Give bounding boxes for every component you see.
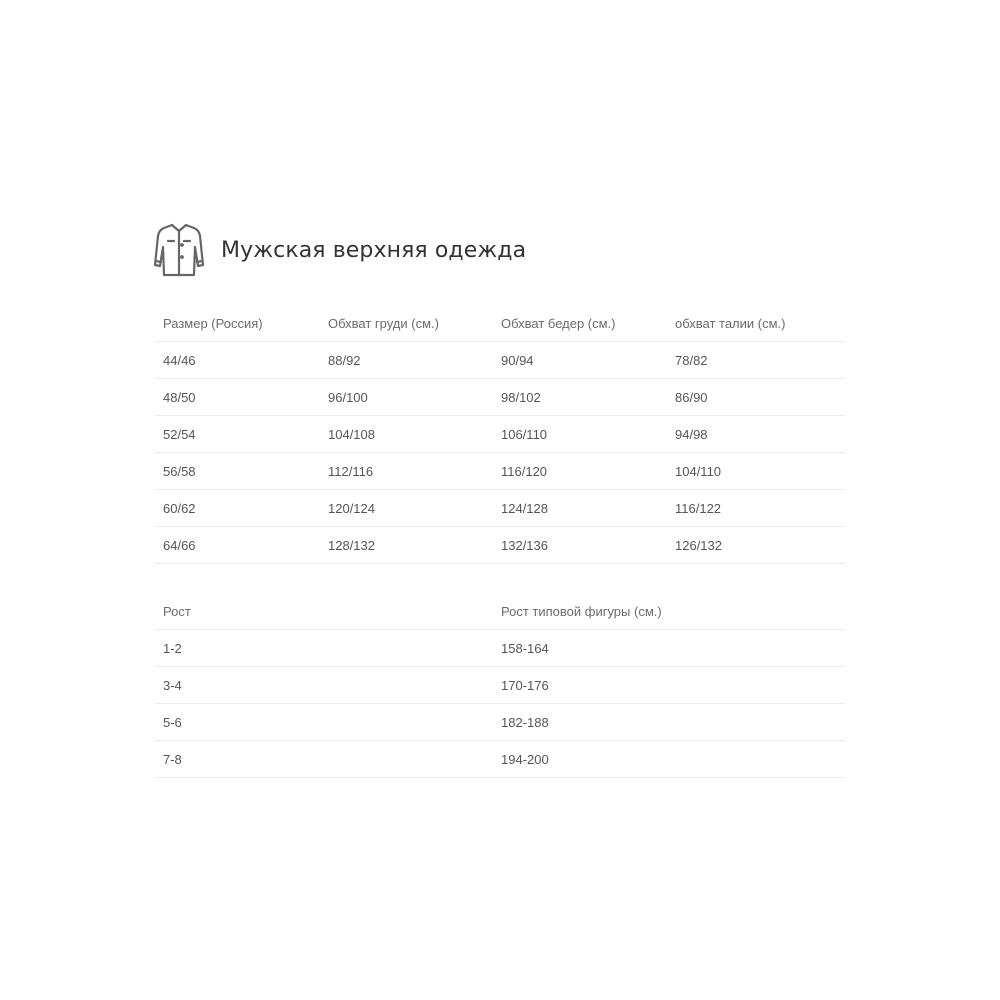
cell-height: 3-4 (155, 667, 493, 704)
cell-chest: 120/124 (320, 490, 493, 527)
cell-height: 5-6 (155, 704, 493, 741)
cell-waist: 78/82 (667, 342, 845, 379)
section-header (153, 220, 526, 280)
cell-height: 7-8 (155, 741, 493, 778)
table-row (155, 490, 845, 527)
table-header-row (155, 593, 845, 630)
column-header-size: Размер (Россия) (155, 305, 320, 342)
cell-waist: 104/110 (667, 453, 845, 490)
height-table (155, 593, 845, 778)
column-header-waist: обхват талии (см.) (667, 305, 845, 342)
cell-hips: 98/102 (493, 379, 667, 416)
cell-height: 1-2 (155, 630, 493, 667)
table-row (155, 453, 845, 490)
cell-typical-height: 194-200 (493, 741, 845, 778)
cell-size: 44/46 (155, 342, 320, 379)
cell-chest: 112/116 (320, 453, 493, 490)
table-row (155, 630, 845, 667)
size-table (155, 305, 845, 564)
column-header-hips: Обхват бедер (см.) (493, 305, 667, 342)
cell-chest: 88/92 (320, 342, 493, 379)
cell-size: 52/54 (155, 416, 320, 453)
column-header-typical-height: Рост типовой фигуры (см.) (493, 593, 845, 630)
cell-size: 48/50 (155, 379, 320, 416)
table-row (155, 342, 845, 379)
cell-hips: 116/120 (493, 453, 667, 490)
cell-size: 60/62 (155, 490, 320, 527)
cell-hips: 106/110 (493, 416, 667, 453)
cell-hips: 124/128 (493, 490, 667, 527)
cell-hips: 90/94 (493, 342, 667, 379)
table-row (155, 379, 845, 416)
cell-size: 56/58 (155, 453, 320, 490)
column-header-chest: Обхват груди (см.) (320, 305, 493, 342)
table-row (155, 527, 845, 564)
cell-typical-height: 182-188 (493, 704, 845, 741)
table-row (155, 667, 845, 704)
table-row (155, 741, 845, 778)
table-row (155, 704, 845, 741)
page-title: Мужская верхняя одежда (221, 237, 527, 263)
column-header-height: Рост (155, 593, 493, 630)
cell-waist: 86/90 (667, 379, 845, 416)
cell-typical-height: 158-164 (493, 630, 845, 667)
cell-chest: 128/132 (320, 527, 493, 564)
cell-size: 64/66 (155, 527, 320, 564)
cell-chest: 104/108 (320, 416, 493, 453)
cell-typical-height: 170-176 (493, 667, 845, 704)
table-header-row (155, 305, 845, 342)
cell-waist: 94/98 (667, 416, 845, 453)
cell-waist: 126/132 (667, 527, 845, 564)
cell-hips: 132/136 (493, 527, 667, 564)
cell-chest: 96/100 (320, 379, 493, 416)
table-row (155, 416, 845, 453)
coat-icon (153, 221, 205, 279)
cell-waist: 116/122 (667, 490, 845, 527)
